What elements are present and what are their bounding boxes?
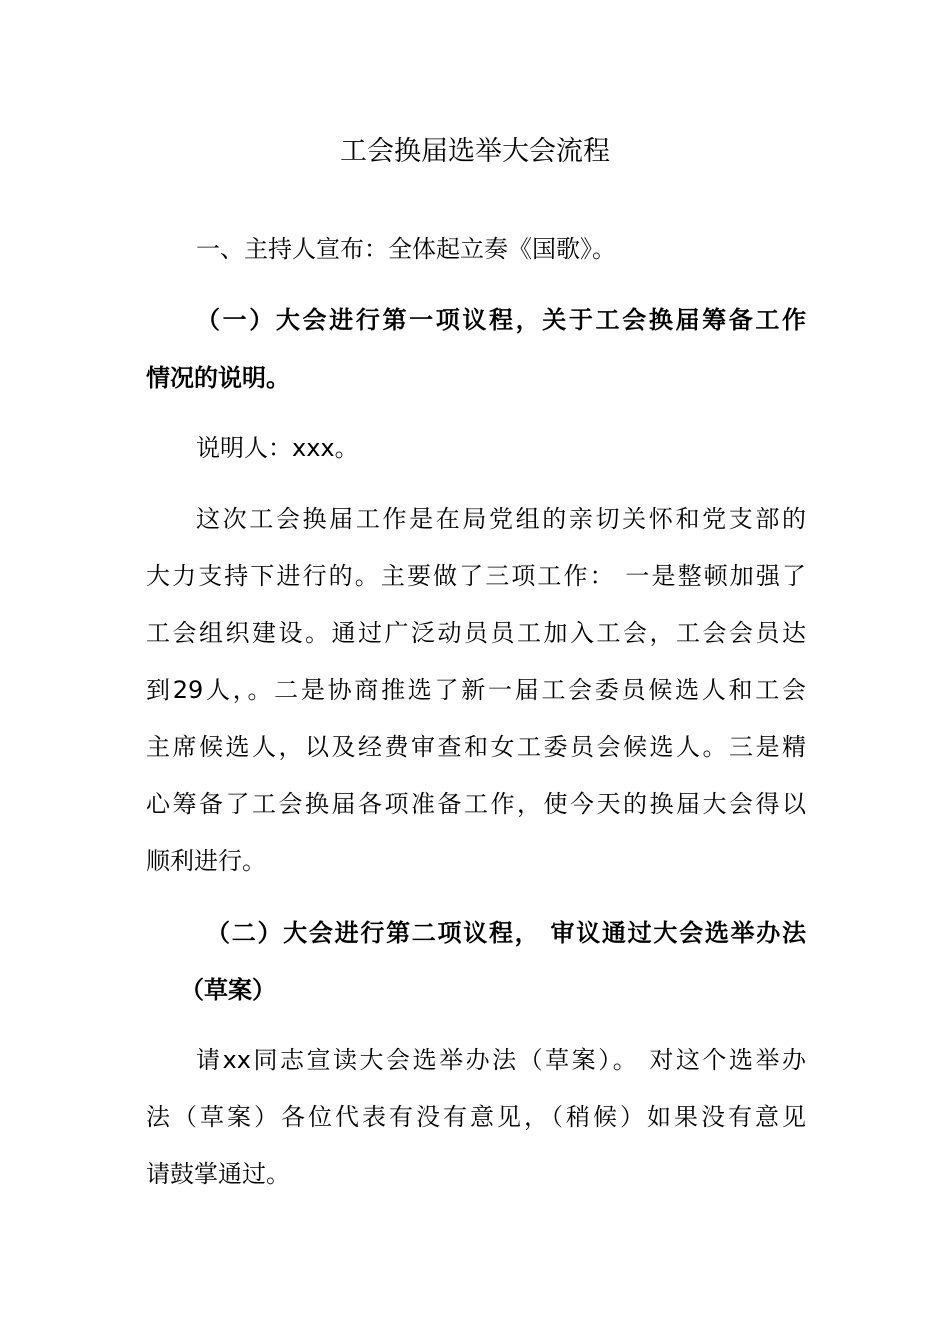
paragraph-line: 心筹备了工会换届各项准备工作，使今天的换届大会得以 xyxy=(146,790,806,818)
paragraph-line: 到29人，。二是协商推选了新一届工会委员候选人和工会 xyxy=(146,676,806,704)
paragraph-line: 说明人：xxx。 xyxy=(196,434,359,462)
paragraph-line: 请xx同志宣读大会选举办法（草案）。 对这个选举办 xyxy=(196,1046,806,1074)
section-heading-line: （二）大会进行第二项议程， 审议通过大会选举办法 xyxy=(206,919,806,947)
paragraph-line: 顺利进行。 xyxy=(146,847,266,875)
paragraph-line: 一、主持人宣布：全体起立奏《国歌》。 xyxy=(196,235,616,263)
paragraph-line: 请鼓掌通过。 xyxy=(146,1160,290,1188)
paragraph-line: 主席候选人，以及经费审查和女工委员会候选人。三是精 xyxy=(146,733,806,761)
section-heading-line: （一）大会进行第一项议程，关于工会换届筹备工作 xyxy=(196,306,806,334)
section-heading-line: （草案） xyxy=(180,976,276,1004)
paragraph-line: 工会组织建设。通过广泛动员员工加入工会，工会会员达 xyxy=(146,619,806,647)
paragraph-line: 法（草案）各位代表有没有意见，（稍候）如果没有意见 xyxy=(146,1103,806,1131)
paragraph-line: 这次工会换届工作是在局党组的亲切关怀和党支部的 xyxy=(196,505,806,533)
section-heading-line: 情况的说明。 xyxy=(146,364,290,392)
paragraph-line: 大力支持下进行的。主要做了三项工作： 一是整顿加强了 xyxy=(146,562,806,590)
document-title: 工会换届选举大会流程 xyxy=(340,136,610,167)
